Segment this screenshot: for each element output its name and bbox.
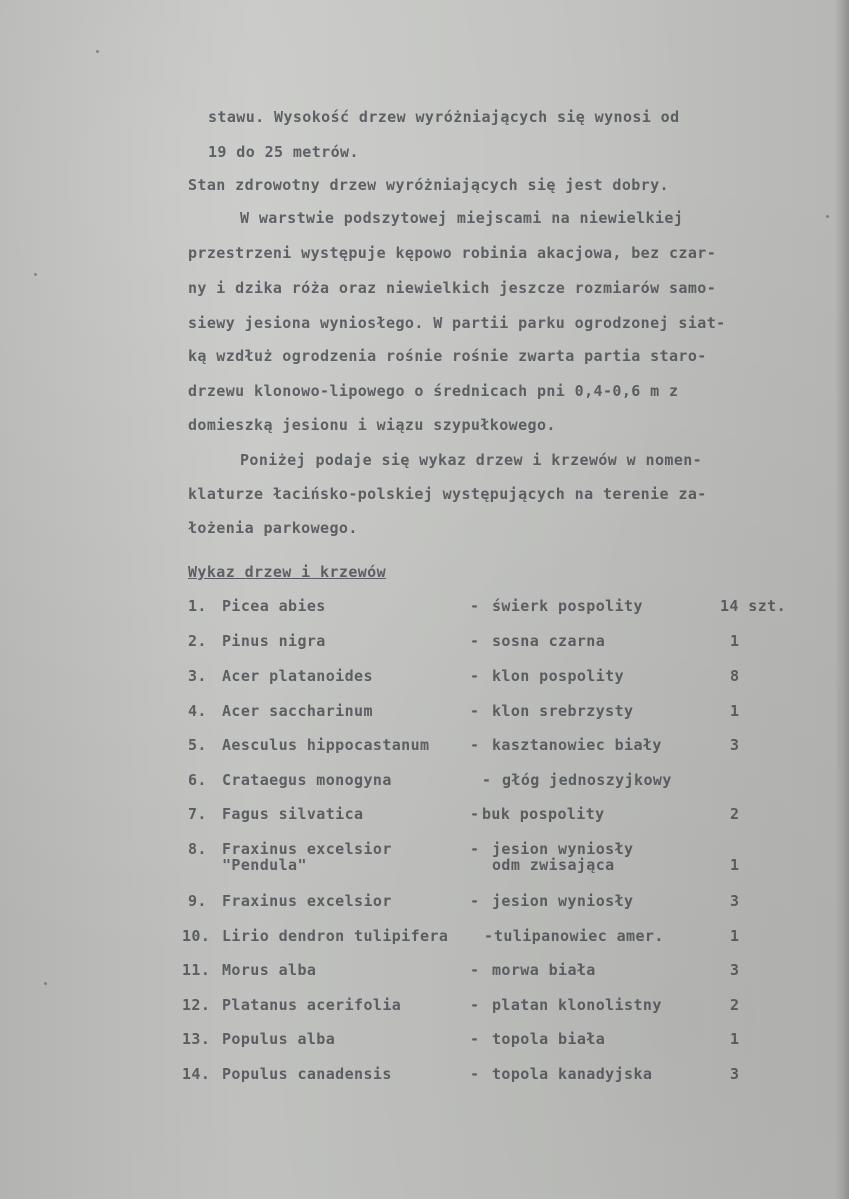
polish-name: morwa biała [492, 961, 596, 979]
count: 1 [730, 632, 740, 650]
dash-separator: - [470, 961, 480, 979]
latin-name: Populus alba [222, 1030, 336, 1048]
polish-name: buk pospolity [482, 805, 605, 823]
page-edge-shadow [835, 0, 849, 1199]
dash-separator: - [470, 632, 480, 650]
row-number: 13. [182, 1030, 211, 1048]
row-number: 10. [182, 927, 211, 945]
row-number: 11. [182, 961, 211, 979]
polish-name: topola kanadyjska [492, 1065, 653, 1083]
intro-line: W warstwie podszytowej miejscami na niewielkiej [240, 209, 684, 227]
dash-separator: - [470, 840, 480, 858]
row-number: 8. [188, 840, 207, 858]
latin-name: Picea abies [222, 597, 326, 615]
polish-name: kasztanowiec biały [492, 736, 662, 754]
intro-line: łożenia parkowego. [188, 519, 358, 537]
intro-line: przestrzeni występuje kępowo robinia akacjowa, bez czar- [188, 244, 717, 262]
intro-line: stawu. Wysokość drzew wyróżniających się wynosi od [208, 108, 680, 126]
row-number: 9. [188, 892, 207, 910]
latin-name: Fagus silvatica [222, 805, 364, 823]
latin-name: Fraxinus excelsior "Pendula" [222, 840, 392, 874]
polish-name: sosna czarna [492, 632, 606, 650]
dash-separator: - [470, 1030, 480, 1048]
intro-line: Poniżej podaje się wykaz drzew i krzewów w nomen- [240, 451, 703, 469]
polish-name: jesion wyniosły odm zwisająca [492, 840, 634, 874]
intro-line: 19 do 25 metrów. [208, 143, 359, 161]
dash-separator: - [470, 702, 480, 720]
count: 1 [730, 702, 740, 720]
row-number: 4. [188, 702, 207, 720]
dash-separator: - [470, 996, 480, 1014]
row-number: 14. [182, 1065, 211, 1083]
latin-name: Pinus nigra [222, 632, 326, 650]
latin-name: Populus canadensis [222, 1065, 392, 1083]
count: 1 [730, 1030, 740, 1048]
polish-name: tulipanowiec amer. [494, 927, 664, 945]
latin-name: Lirio dendron tulipifera [222, 927, 449, 945]
intro-line: Stan zdrowotny drzew wyróżniających się jest dobry. [188, 176, 669, 194]
polish-name: jesion wyniosły [492, 892, 634, 910]
dash-separator: - [470, 805, 480, 823]
count: 3 [730, 1065, 740, 1083]
polish-name: klon pospolity [492, 667, 625, 685]
polish-name: platan klonolistny [492, 996, 662, 1014]
row-number: 5. [188, 736, 207, 754]
dash-separator: - [470, 736, 480, 754]
row-number: 1. [188, 597, 207, 615]
count: 1 [730, 856, 740, 874]
polish-name: topola biała [492, 1030, 606, 1048]
latin-name: Acer saccharinum [222, 702, 373, 720]
latin-name: Aesculus hippocastanum [222, 736, 430, 754]
polish-name: świerk pospolity [492, 597, 643, 615]
dash-separator: - [470, 1065, 480, 1083]
latin-name: Crataegus monogyna [222, 771, 392, 789]
count: 3 [730, 961, 740, 979]
paper-speck [826, 215, 829, 218]
polish-name: głóg jednoszyjkowy [502, 771, 672, 789]
dash-separator: - [482, 771, 492, 789]
latin-name: Morus alba [222, 961, 317, 979]
count: 2 [730, 996, 740, 1014]
paper-speck [44, 982, 47, 985]
paper-speck [96, 50, 99, 53]
row-number: 6. [188, 771, 207, 789]
latin-name: Platanus acerifolia [222, 996, 402, 1014]
count: 1 [730, 927, 740, 945]
count: 2 [730, 805, 740, 823]
intro-line: domieszką jesionu i wiązu szypułkowego. [188, 416, 556, 434]
count: 3 [730, 892, 740, 910]
dash-separator: - [470, 667, 480, 685]
dash-separator: - [470, 597, 480, 615]
count: 8 [730, 667, 740, 685]
row-number: 3. [188, 667, 207, 685]
row-number: 12. [182, 996, 211, 1014]
polish-name: klon srebrzysty [492, 702, 634, 720]
intro-line: ny i dzika róża oraz niewielkich jeszcze rozmiarów samo- [188, 279, 717, 297]
intro-line: ką wzdłuż ogrodzenia rośnie rośnie zwarta partia staro- [188, 347, 707, 365]
list-heading: Wykaz drzew i krzewów [188, 563, 387, 581]
paper-speck [34, 273, 37, 276]
latin-name: Acer platanoides [222, 667, 373, 685]
row-number: 2. [188, 632, 207, 650]
intro-line: siewy jesiona wyniosłego. W partii parku ogrodzonej siat- [188, 314, 726, 332]
latin-name: Fraxinus excelsior [222, 892, 392, 910]
count: 3 [730, 736, 740, 754]
intro-line: klaturze łacińsko-polskiej występujących na terenie za- [188, 485, 707, 503]
dash-separator: - [484, 927, 494, 945]
count: 14 szt. [720, 597, 787, 615]
dash-separator: - [470, 892, 480, 910]
intro-line: drzewu klonowo-lipowego o średnicach pni 0,4-0,6 m z [188, 382, 679, 400]
row-number: 7. [188, 805, 207, 823]
